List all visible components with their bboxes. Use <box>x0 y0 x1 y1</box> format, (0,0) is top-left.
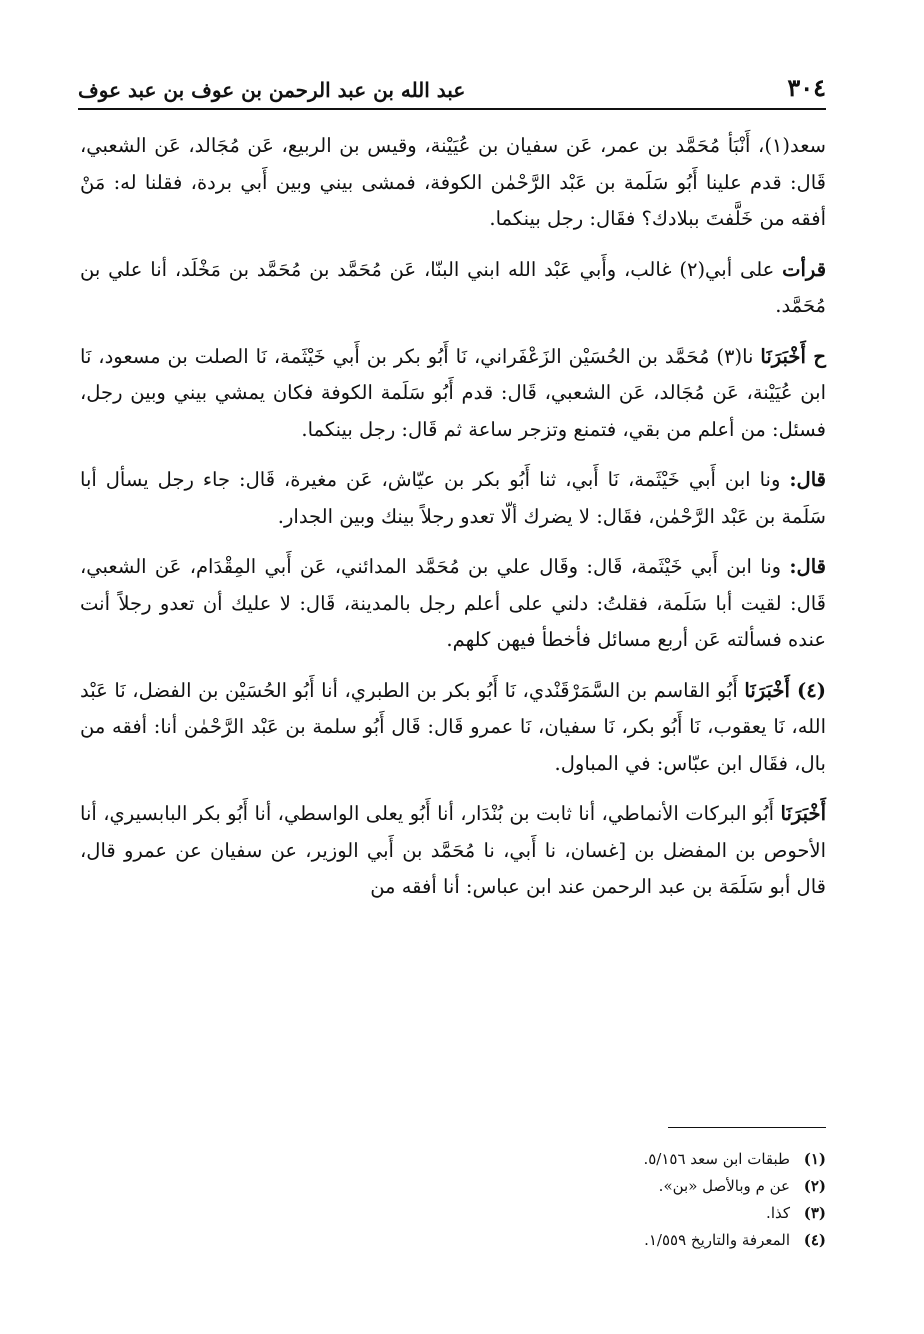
footnote <box>300 1146 826 1173</box>
footnote-mark: (١) <box>803 1150 826 1168</box>
footnote-mark: (٣) <box>803 1204 826 1222</box>
footnote-mark: (٢) <box>803 1177 826 1195</box>
paragraph-text: أَبُو القاسم بن السَّمَرْقَنْدي، نَا أَبُو بكر بن الطبري، أنا أَبُو الحُسَيْن بن الفضل، نَا عَبْد الله، نَا يعقوب، نَا أَبُو بكر، نَا سفيان، نَا عمرو قَال: قَال أَبُو سلمة بن عَبْد الرَّحْمٰن أنا: أفقه من بال، فقَال ابن عبّاس: في المباول. <box>80 678 826 775</box>
main-text <box>80 128 826 920</box>
footnote-text: كذا. <box>766 1204 790 1222</box>
paragraph <box>80 339 826 449</box>
paragraph-lead: (٤) أَخْبَرَنَا <box>744 678 827 702</box>
paragraph-text: ونا ابن أَبي خَيْثَمة، نَا أَبي، ثنا أَبُو بكر بن عيّاش، عَن مغيرة، قَال: جاء رجل يسأل أبا سَلَمة بن عَبْد الرَّحْمٰن، فقَال: لا يضرك ألّا تعدو رجلاً بينك وبين الجدار. <box>80 468 826 528</box>
paragraph-lead: ح أَخْبَرَنَا <box>760 344 827 368</box>
footnote-mark: (٤) <box>803 1231 826 1249</box>
footnotes <box>300 1146 826 1254</box>
page-header <box>78 62 826 110</box>
footnote-text: المعرفة والتاريخ ١/٥٥٩. <box>644 1231 790 1249</box>
footnote-separator <box>668 1127 826 1128</box>
footnote <box>300 1200 826 1227</box>
paragraph <box>80 796 826 906</box>
footnote <box>300 1227 826 1254</box>
page-number: ٣٠٤ <box>787 73 826 102</box>
paragraph <box>80 462 826 535</box>
paragraph-text: سعد(١)، أَنْبَأ مُحَمَّد بن عمر، عَن سفيان بن عُيَيْنة، وقيس بن الربيع، عَن مُجَالد، عَن الشعبي، قَال: قدم علينا أَبُو سَلَمة بن عَبْد الرَّحْمٰن الكوفة، فمشى بيني وبين أَبي بردة، فقلنا له: مَنْ أفقه من خَلَّفتَ ببلادك؟ فقَال: رجل بينكما. <box>80 134 826 230</box>
paragraph-text: أَبُو البركات الأنماطي، أنا ثابت بن بُنْدَار، أنا أَبُو يعلى الواسطي، أنا أَبُو بكر البابسيري، أنا الأحوص بن المفضل بن [غسان، نا أَبي، نا مُحَمَّد بن أَبي الوزير، عن سفيان عن عمرو قال، قال أبو سَلَمَة بن عبد الرحمن عند ابن عباس: أنا أفقه من <box>80 802 826 898</box>
paragraph-text: على أبي(٢) غالب، وأَبي عَبْد الله ابني البنّا، عَن مُحَمَّد بن مُحَمَّد بن مَخْلَد، أنا علي بن مُحَمَّد. <box>80 257 826 317</box>
paragraph <box>80 673 826 783</box>
paragraph-text: نا(٣) مُحَمَّد بن الحُسَيْن الزَعْفَراني، نَا أَبُو بكر بن أَبي خَيْثَمة، نَا الصلت بن مسعود، نَا ابن عُيَيْنة، عَن مُجَالد، عَن الشعبي، قَال: قدم أَبُو سَلَمة الكوفة فكان يمشي بيني وبين رجل، فسئل: من أعلم من بقي، فتمنع وتزجر ساعة ثم قَال: رجل بينكما. <box>80 344 826 441</box>
footnote <box>300 1173 826 1200</box>
paragraph-lead: أَخْبَرَنَا <box>780 802 826 825</box>
paragraph-text: ونا ابن أَبي خَيْثَمة، قَال: وقَال علي بن مُحَمَّد المدائني، عَن أَبي المِقْدَام، عَن الشعبي، قَال: لقيت أبا سَلَمة، فقلتُ: دلني على أعلم رجل بالمدينة، قَال: لا عليك أن تعدو رجلاً أنت عنده فسألته عَن أربع مسائل فأخطأ فيهن كلهم. <box>80 555 826 651</box>
footnote-text: عن م وبالأصل «بن». <box>658 1177 790 1195</box>
paragraph-lead: قال: <box>789 555 826 578</box>
running-title: عبد الله بن عبد الرحمن بن عوف بن عبد عوف <box>78 78 466 102</box>
paragraph <box>80 252 826 325</box>
paragraph <box>80 128 826 238</box>
paragraph-lead: قرأت <box>782 257 827 281</box>
footnote-text: طبقات ابن سعد ٥/١٥٦. <box>643 1150 790 1168</box>
paragraph <box>80 549 826 659</box>
paragraph-lead: قال: <box>789 468 826 491</box>
